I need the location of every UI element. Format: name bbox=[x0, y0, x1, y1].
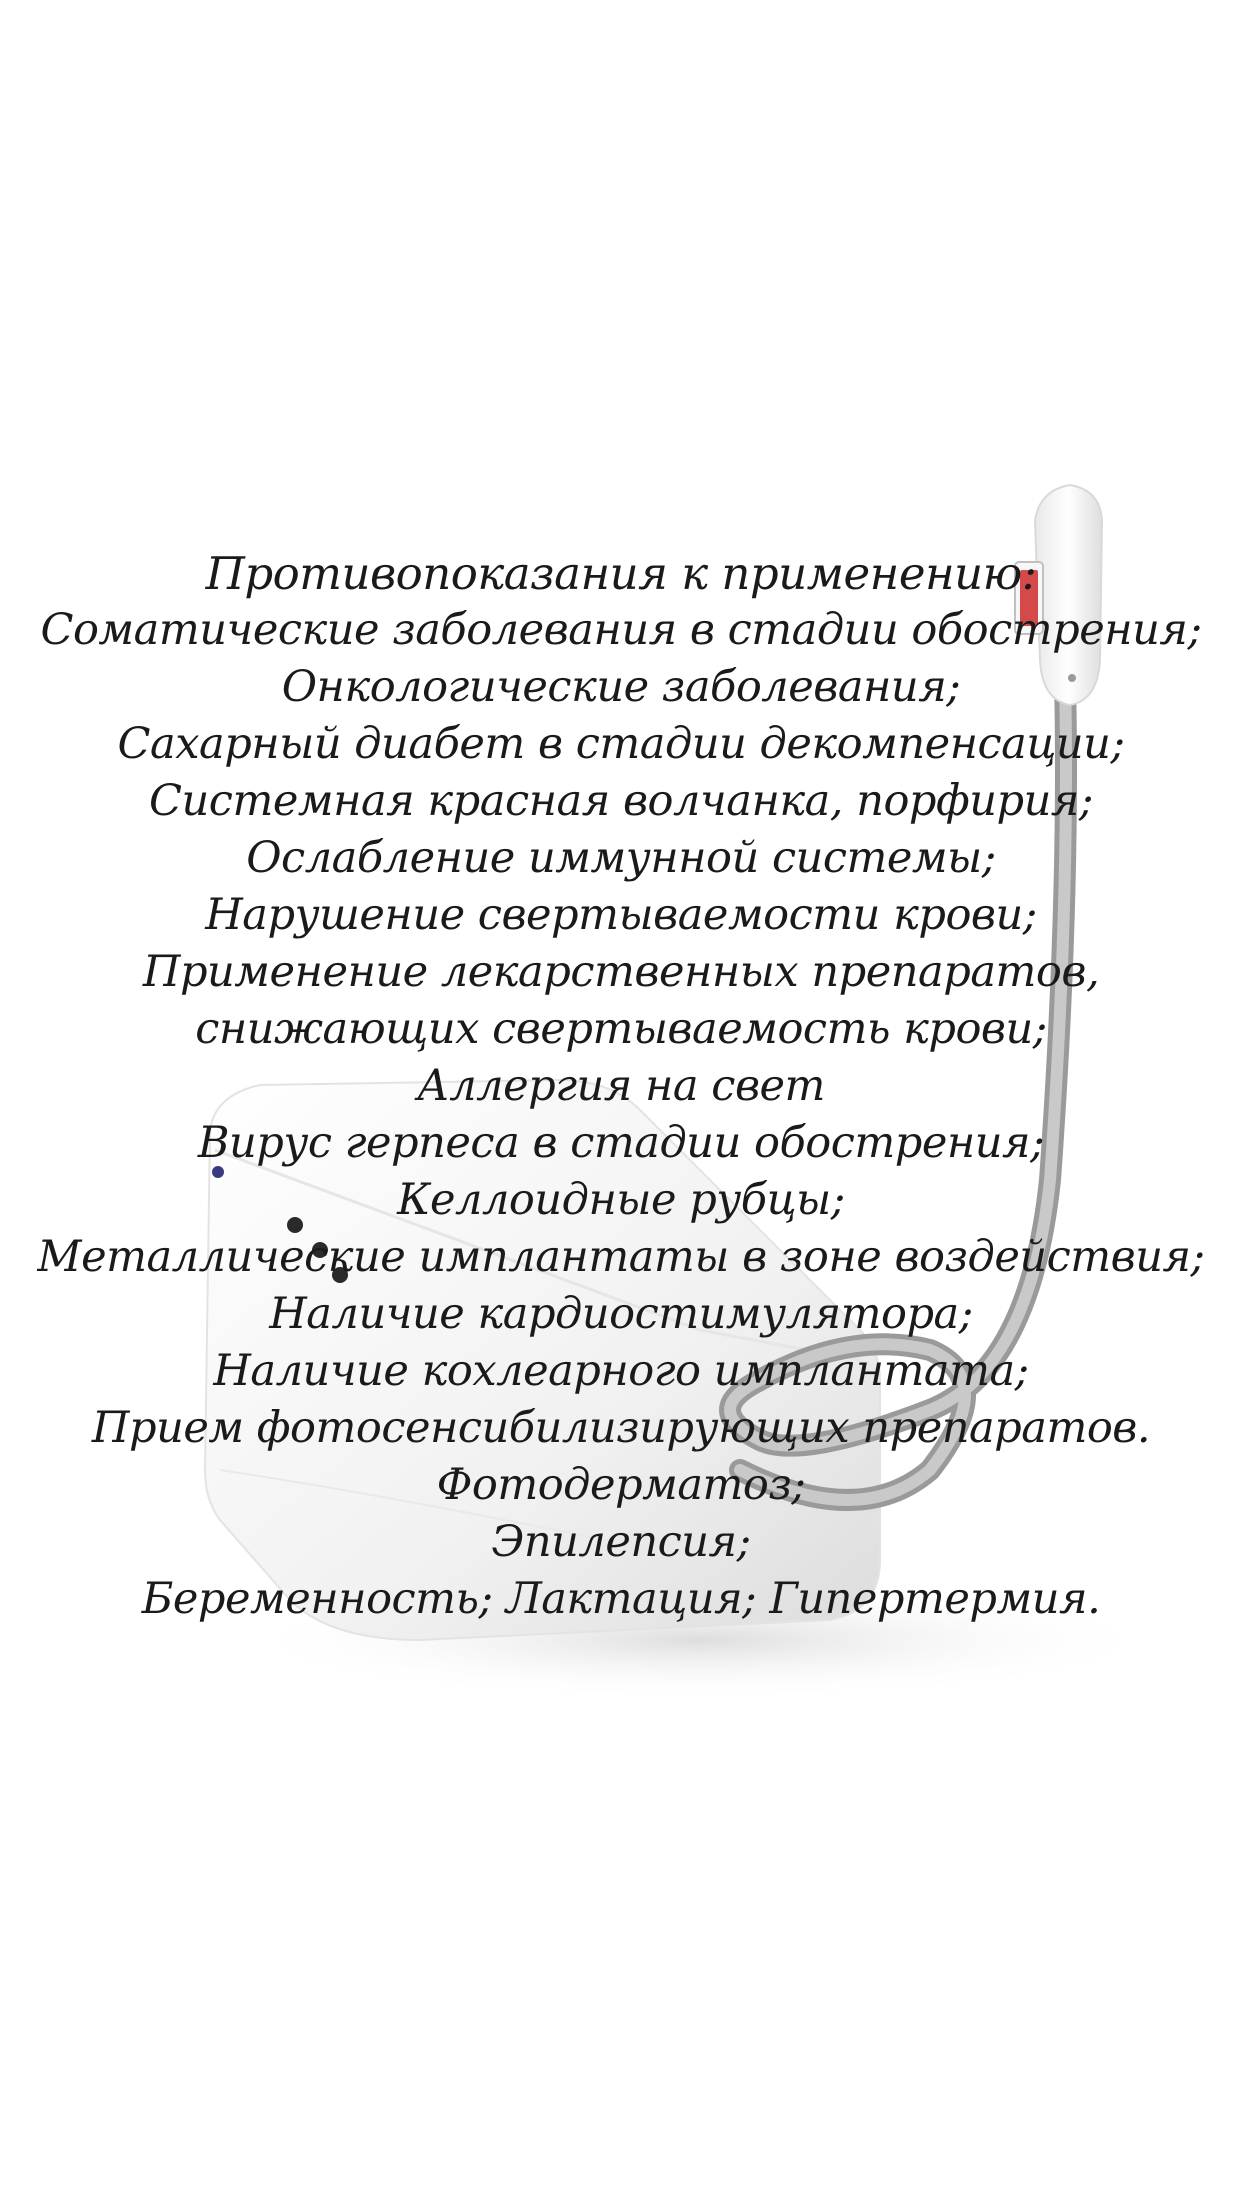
list-item: Нарушение свертываемости крови; bbox=[205, 890, 1037, 940]
list-item: Эпилепсия; bbox=[491, 1517, 751, 1567]
list-item: Системная красная волчанка, порфирия; bbox=[149, 776, 1093, 826]
list-item: Металлические имплантаты в зоне воздействия; bbox=[37, 1232, 1205, 1282]
list-item: Онкологические заболевания; bbox=[281, 662, 961, 712]
list-item: Наличие кохлеарного имплантата; bbox=[213, 1346, 1029, 1396]
contraindications-heading: Противопоказания к применению: bbox=[205, 547, 1037, 600]
list-item: Вирус герпеса в стадии обострения; bbox=[197, 1118, 1045, 1168]
contraindications-list bbox=[0, 545, 1242, 1628]
list-item: Наличие кардиостимулятора; bbox=[269, 1289, 973, 1339]
list-item: Прием фотосенсибилизирующих препаратов. bbox=[91, 1403, 1151, 1453]
list-item: Ослабление иммунной системы; bbox=[246, 833, 996, 883]
list-item: Применение лекарственных препаратов, bbox=[142, 947, 1100, 997]
list-item: Аллергия на свет bbox=[417, 1061, 825, 1111]
list-item: снижающих свертываемость крови; bbox=[195, 1004, 1047, 1054]
list-item: Сахарный диабет в стадии декомпенсации; bbox=[117, 719, 1125, 769]
list-item: Келлоидные рубцы; bbox=[397, 1175, 845, 1225]
list-item: Соматические заболевания в стадии обострения; bbox=[40, 605, 1202, 655]
list-item: Фотодерматоз; bbox=[436, 1460, 806, 1510]
list-item: Беременность; Лактация; Гипертермия. bbox=[141, 1574, 1101, 1624]
